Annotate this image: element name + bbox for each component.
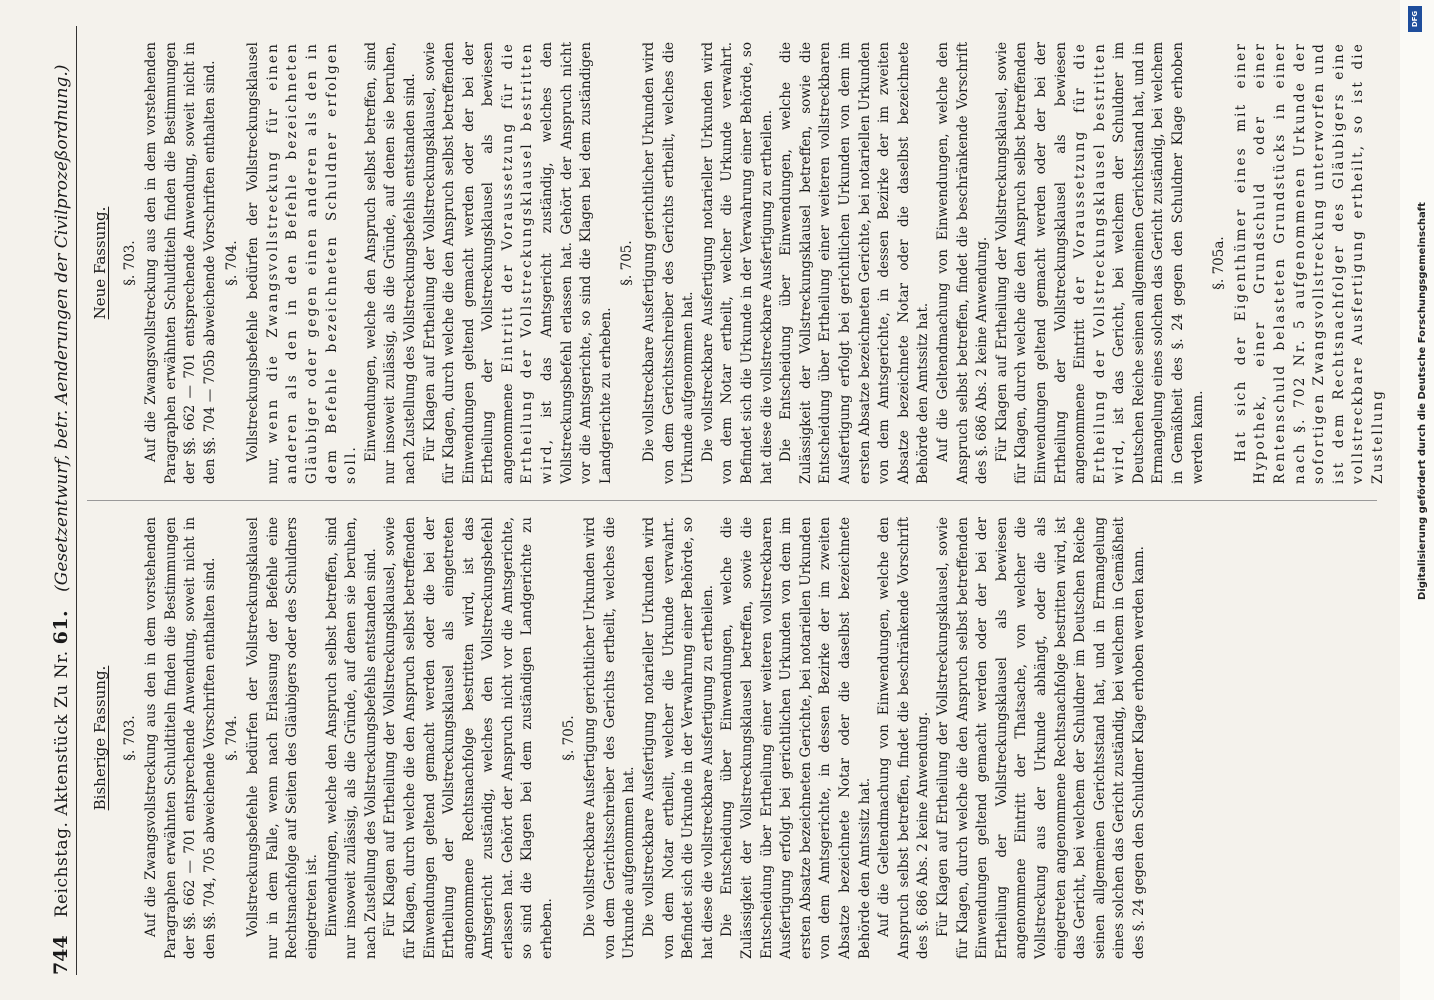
paragraph: Für Klagen auf Ertheilung der Vollstreckungsklausel, sowie für Klagen, durch welche die den Anspruch selbst betreffenden Einwendungen geltend gemacht werden oder der bei der Ertheilung der Vollstreckungsklausel als bewiesen angenommene Eintritt der Voraussetzung für die Ertheilung der Vollstreckungsklausel bestritten wird, ist das Amtsgericht zuständig, welches den Vollstreckungsbefehl erlassen hat. Gehört der Anspruch nicht vor die Amtsgerichte, so sind die Klagen bei dem zuständigen Landgerichte zu erheben.	[421, 42, 614, 484]
paragraph: Einwendungen, welche den Anspruch selbst betreffen, sind nur insoweit zulässig, als die Gründe, auf denen sie beruhen, nach Zustellung des Vollstreckungsbefehls entstanden sind.	[362, 42, 418, 484]
paragraph: Die Entscheidung über Einwendungen, welche die Zulässigkeit der Vollstreckungsklausel betreffen, sowie die Entscheidung über Ertheilung einer weiteren vollstreckbaren Ausfertigung erfolgt bei gerichtlichen Urkunden von dem im ersten Absatze bezeichneten Gerichte, bei notariellen Urkunden von dem Amtsgerichte, in dessen Bezirke der im zweiten Absatze bezeichnete Notar oder die daselbst bezeichnete Behörde den Amtssitz hat.	[719, 517, 873, 959]
header-title: Reichstag. Aktenstück Zu Nr. 61.	[50, 609, 72, 918]
digitization-strip	[1400, 0, 1434, 1000]
paragraph: Für Klagen auf Ertheilung der Vollstreckungsklausel, sowie für Klagen, durch welche die den Anspruch selbst betreffenden Einwendungen geltend gemacht werden oder der bei der Ertheilung der Vollstreckungsklausel als bewiesen angenommene Eintritt der Voraussetzung für die Ertheilung der Vollstreckungsklausel bestritten wird, ist das Gericht, bei welchem der Schuldner im Deutschen Reiche seinen allgemeinen Gerichtsstand hat, und in Ermangelung eines solchen das Gericht zuständig, bei welchem in Gemäßheit des §. 24 gegen den Schuldner Klage erhoben werden kann.	[993, 42, 1206, 484]
digitization-credit: Digitalisierung gefördert durch die Deutsche Forschungsgemeinschaft	[1417, 202, 1428, 600]
paragraph: Auf die Geltendmachung von Einwendungen, welche den Anspruch selbst betreffen, findet die beschränkende Vorschrift des §. 686 Abs. 2 keine Anwendung.	[934, 42, 991, 484]
changed-text: der Voraussetzung für die Ertheilung der Vollstreckungsklausel bestritten wird,	[1072, 42, 1128, 484]
column-title: Neue Fassung.	[91, 206, 109, 320]
paragraph: Für Klagen auf Ertheilung der Vollstreckungsklausel, sowie für Klagen, durch welche die den Anspruch selbst betreffenden Einwendungen geltend gemacht werden oder die bei der Ertheilung der Vollstreckungsklausel als eingetreten angenommene Rechtsnachfolge bestritten wird, ist das Amtsgericht zuständig, welches den Vollstreckungsbefehl erlassen hat. Gehört der Anspruch nicht vor die Amtsgerichte, so sind die Klagen bei dem zuständigen Landgerichte zu erheben.	[382, 517, 556, 959]
section-heading: §. 703.	[121, 715, 138, 761]
paragraph: Hat sich der Eigenthümer eines mit einer Hypothek, einer Grundschuld oder einer Rentenschuld belasteten Grundstücks in einer nach §. 702 Nr. 5 aufgenommenen Urkunde der sofortigen Zwangsvollstreckung unterworfen und ist dem Rechtsnachfolger des Gläubigers eine vollstreckbare Ausfertigung ertheilt, so ist die Zustellung	[1232, 42, 1386, 484]
paragraph: Die vollstreckbare Ausfertigung gerichtlicher Urkunden wird von dem Gerichtsschreiber des Gerichts ertheilt, welches die Urkunde aufgenommen hat.	[641, 42, 697, 484]
section-heading: §. 705.	[619, 240, 636, 286]
paragraph: Einwendungen, welche den Anspruch selbst betreffen, sind nur insoweit zulässig, als die Gründe, auf denen sie beruhen, nach Zustellung des Vollstreckungsbefehls entstanden sind.	[323, 517, 379, 959]
header-subtitle: (Gesetzentwurf, betr. Aenderungen der Civilprozeßordnung.)	[52, 64, 72, 592]
section-heading: §. 705a.	[1211, 236, 1228, 290]
changed-text: wenn die Zwangsvollstreckung für einen anderen als den in den Befehle bezeichneten Gläubiger oder gegen einen anderen als den in dem Befehle bezeichneten Schuldner erfolgen soll.	[264, 42, 360, 484]
changed-text: Eintritt der Voraussetzung für die Ertheilung der Vollstreckungsklausel bestritten wird,	[499, 42, 556, 484]
paragraph: Vollstreckungsbefehle bedürfen der Vollstreckungsklausel nur, wenn die Zwangsvollstreckung für einen anderen als den in den Befehle bezeichneten Gläubiger oder gegen einen anderen als den in dem Befehle bezeichneten Schuldner erfolgen soll.	[245, 42, 360, 484]
column-new-version	[87, 26, 1386, 501]
page-scan	[40, 8, 1400, 993]
section-heading: §. 704.	[223, 240, 240, 286]
paragraph: Vollstreckungsbefehle bedürfen der Vollstreckungsklausel nur in dem Falle, wenn nach Erlassung der Befehle eine Rechtsnachfolge auf Seiten des Gläubigers oder des Schuldners eingetreten ist.	[245, 517, 320, 959]
column-title: Bisherige Fassung.	[91, 665, 109, 811]
paragraph: Auf die Zwangsvollstreckung aus den in dem vorstehenden Paragraphen erwähnten Schuldtiteln finden die Bestimmungen der §§. 662 — 701 entsprechende Anwendung, soweit nicht in den §§. 704, 705 abweichende Vorschriften enthalten sind.	[143, 517, 218, 959]
section-heading: §. 704.	[223, 715, 240, 761]
paragraph: Die Entscheidung über Einwendungen, welche die Zulässigkeit der Vollstreckungsklausel betreffen, sowie die Entscheidung über Ertheilung einer weiteren vollstreckbaren Ausfertigung erfolgt bei gerichtlichen Urkunden von dem im ersten Absatze bezeichneten Gerichte, bei notariellen Urkunden von dem Amtsgerichte, in dessen Bezirke der im zweiten Absatze bezeichnete Notar oder die daselbst bezeichnete Behörde den Amtssitz hat.	[778, 42, 932, 484]
section-heading: §. 705.	[560, 715, 577, 761]
dfg-logo: DFG	[1408, 6, 1422, 32]
printed-page	[40, 8, 1400, 993]
two-column-body	[87, 26, 1386, 975]
paragraph: Auf die Geltendmachung von Einwendungen, welche den Anspruch selbst betreffen, findet die beschränkende Vorschrift des §. 686 Abs. 2 keine Anwendung.	[876, 517, 932, 959]
column-old-version	[87, 501, 1377, 975]
paragraph: Für Klagen auf Ertheilung der Vollstreckungsklausel, sowie für Klagen, durch welche die den Anspruch selbst betreffenden Einwendungen geltend gemacht werden oder der bei der Ertheilung der Vollstreckungsklausel als bewiesen angenommene Eintritt der Thatsache, von welcher die Vollstreckung aus der Urkunde abhängt, oder die als eingetreten angenommene Rechtsnachfolge bestritten wird, ist das Gericht, bei welchem der Schuldner im Deutschen Reiche seinen allgemeinen Gerichtsstand hat, und in Ermangelung eines solchen das Gericht zuständig, bei welchem in Gemäßheit des §. 24 gegen den Schuldner Klage erhoben werden kann.	[934, 517, 1147, 959]
paragraph: Die vollstreckbare Ausfertigung gerichtlicher Urkunden wird von dem Gerichtsschreiber des Gerichts ertheilt, welches die Urkunde aufgenommen hat.	[582, 517, 638, 959]
paragraph: Die vollstreckbare Ausfertigung notarieller Urkunden wird von dem Notar ertheilt, welcher die Urkunde verwahrt. Befindet sich die Urkunde in der Verwahrung einer Behörde, so hat diese die vollstreckbare Ausfertigung zu ertheilen.	[699, 42, 775, 484]
page-number: 744	[50, 935, 72, 975]
paragraph: Auf die Zwangsvollstreckung aus den in dem vorstehenden Paragraphen erwähnten Schuldtiteln finden die Bestimmungen der §§. 662 — 701 entsprechende Anwendung, soweit nicht in den §§. 704 — 705b abweichende Vorschriften enthalten sind.	[143, 42, 218, 484]
section-heading: §. 703.	[121, 240, 138, 286]
running-header	[50, 26, 77, 975]
paragraph: Die vollstreckbare Ausfertigung notarieller Urkunden wird von dem Notar ertheilt, welcher die Urkunde verwahrt. Befindet sich die Urkunde in der Verwahrung einer Behörde, so hat diese die vollstreckbare Ausfertigung zu ertheilen.	[641, 517, 716, 959]
